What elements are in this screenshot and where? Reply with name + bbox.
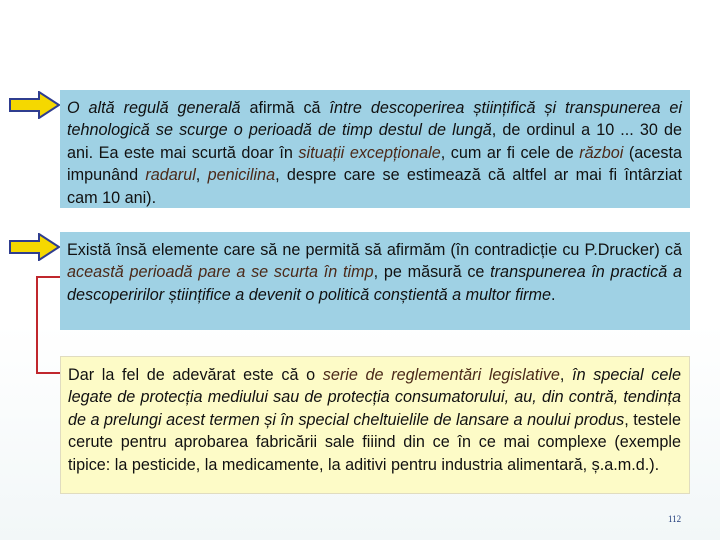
emphasis-text: O altă regulă generală [67, 99, 241, 117]
right-arrow-icon [9, 233, 61, 261]
emphasis-text: penicilina [207, 166, 276, 185]
body-text: , testele cerute pentru aprobarea fabricării sale fiiind din ce în ce mai complexe (exemple tipice: la pesticide, la medicamente, la aditivi pentru industria alimentară, ș.a.m.d.). [68, 410, 681, 474]
paragraph-box-3 [60, 356, 690, 494]
paragraph-box-1 [60, 90, 690, 208]
body-text: , de ordinul a 10 ... 30 de ani. Ea este mai scurtă doar în [67, 121, 682, 162]
body-text: . [551, 285, 556, 304]
page-number: 112 [668, 514, 682, 524]
paragraph-text [67, 241, 682, 304]
body-text: , [559, 366, 573, 384]
emphasis-text: între descoperirea științifică și transpunerea ei tehnologică se scurge o perioadă de timp destul de lungă [67, 99, 682, 140]
paragraph-text [68, 366, 681, 474]
emphasis-text: război [579, 143, 624, 162]
connector-line-bottom [36, 372, 60, 374]
paragraph-text [67, 99, 682, 207]
emphasis-text: radarul [145, 166, 196, 185]
body-text: , [195, 166, 208, 185]
emphasis-text: această perioadă pare a se scurta în timp [67, 263, 374, 282]
emphasis-text: situații excepționale [298, 143, 441, 162]
body-text: afirmă că [240, 99, 330, 117]
paragraph-box-2 [60, 232, 690, 330]
body-text: Dar la fel de adevărat este că o [68, 366, 323, 384]
right-arrow-icon [9, 91, 61, 119]
body-text: (acesta impunând [67, 143, 682, 185]
emphasis-text: în special cele legate de protecția mediului sau de protecția consumatorului, au, din contră, tendința de a prelungi acest termen și în special cheltuielile de lansare a noului produs [68, 366, 682, 429]
body-text: , despre care se estimează că altfel ar mai fi întârziat cam 10 ani). [67, 166, 682, 207]
connector-line-top [36, 276, 60, 278]
body-text: , cum ar fi cele de [440, 143, 580, 162]
body-text: Există însă elemente care să ne permită să afirmăm (în contradicție cu P.Drucker) că [67, 241, 682, 259]
connector-line-vertical [36, 276, 38, 374]
body-text: , pe măsură ce [373, 263, 491, 282]
emphasis-text: transpunerea în practică a descoperirilor științifice a devenit o politică conștientă a multor firme [67, 263, 682, 304]
emphasis-text: serie de reglementări legislative [322, 366, 560, 384]
